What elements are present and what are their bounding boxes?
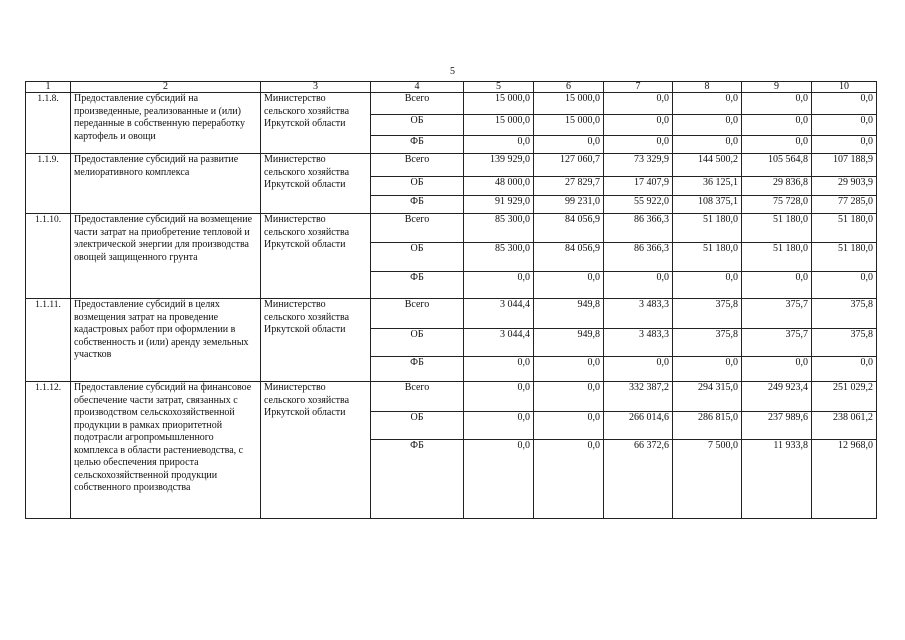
amount-cell: 27 829,7 — [534, 177, 604, 196]
amount-cell: 0,0 — [812, 115, 877, 136]
amount-cell: 3 483,3 — [604, 299, 673, 329]
amount-cell: 29 836,8 — [742, 177, 812, 196]
amount-cell: 0,0 — [534, 272, 604, 299]
amount-cell: 251 029,2 — [812, 382, 877, 412]
amount-cell: 0,0 — [464, 382, 534, 412]
table-row — [26, 154, 877, 177]
amount-cell: 286 815,0 — [673, 412, 742, 440]
funding-source: ОБ — [371, 177, 464, 196]
amount-cell: 0,0 — [604, 115, 673, 136]
amount-cell: 266 014,6 — [604, 412, 673, 440]
amount-cell: 0,0 — [673, 357, 742, 382]
amount-cell: 375,7 — [742, 329, 812, 357]
funding-source: Всего — [371, 299, 464, 329]
funding-source: ОБ — [371, 412, 464, 440]
amount-cell: 15 000,0 — [464, 93, 534, 115]
funding-source: Всего — [371, 214, 464, 243]
executor-name: Министерство сельского хозяйства Иркутской области — [261, 382, 371, 519]
amount-cell: 51 180,0 — [742, 243, 812, 272]
amount-cell: 0,0 — [742, 272, 812, 299]
amount-cell: 77 285,0 — [812, 196, 877, 214]
amount-cell: 0,0 — [534, 412, 604, 440]
measure-name: Предоставление субсидий на возмещение части затрат на приобретение тепловой и электрической энергии для производства овощей защищенного грунта — [71, 214, 261, 299]
table-row — [26, 299, 877, 329]
amount-cell: 73 329,9 — [604, 154, 673, 177]
row-code: 1.1.10. — [26, 214, 71, 299]
amount-cell: 375,8 — [812, 299, 877, 329]
column-number: 6 — [534, 82, 604, 93]
amount-cell: 375,7 — [742, 299, 812, 329]
amount-cell: 3 483,3 — [604, 329, 673, 357]
column-number: 2 — [71, 82, 261, 93]
table-row — [26, 214, 877, 243]
funding-source: ОБ — [371, 329, 464, 357]
column-number: 4 — [371, 82, 464, 93]
funding-source: Всего — [371, 93, 464, 115]
row-code: 1.1.8. — [26, 93, 71, 154]
amount-cell: 144 500,2 — [673, 154, 742, 177]
amount-cell: 105 564,8 — [742, 154, 812, 177]
column-number: 7 — [604, 82, 673, 93]
amount-cell: 36 125,1 — [673, 177, 742, 196]
amount-cell: 0,0 — [742, 136, 812, 154]
row-code: 1.1.12. — [26, 382, 71, 519]
funding-source: ФБ — [371, 196, 464, 214]
amount-cell: 55 922,0 — [604, 196, 673, 214]
amount-cell: 91 929,0 — [464, 196, 534, 214]
amount-cell: 375,8 — [673, 329, 742, 357]
amount-cell: 0,0 — [604, 136, 673, 154]
executor-name: Министерство сельского хозяйства Иркутской области — [261, 299, 371, 382]
funding-source: ФБ — [371, 272, 464, 299]
column-number: 1 — [26, 82, 71, 93]
table-row — [26, 382, 877, 412]
funding-source: ФБ — [371, 440, 464, 519]
amount-cell: 249 923,4 — [742, 382, 812, 412]
funding-source: Всего — [371, 154, 464, 177]
amount-cell: 75 728,0 — [742, 196, 812, 214]
measure-name: Предоставление субсидий на финансовое обеспечение части затрат, связанных с производством сельскохозяйственной продукции в рамках приоритетной подотрасли агропромышленного комплекса в области растениеводства, с целью обеспечения прироста сельскохозяйственной продукции собственного производства — [71, 382, 261, 519]
funding-source: ФБ — [371, 357, 464, 382]
amount-cell: 0,0 — [673, 115, 742, 136]
amount-cell: 375,8 — [673, 299, 742, 329]
amount-cell: 15 000,0 — [534, 115, 604, 136]
amount-cell: 17 407,9 — [604, 177, 673, 196]
amount-cell: 0,0 — [464, 272, 534, 299]
column-number: 10 — [812, 82, 877, 93]
amount-cell: 0,0 — [812, 357, 877, 382]
column-number: 3 — [261, 82, 371, 93]
amount-cell: 99 231,0 — [534, 196, 604, 214]
amount-cell: 0,0 — [604, 93, 673, 115]
funding-source: ФБ — [371, 136, 464, 154]
amount-cell: 86 366,3 — [604, 214, 673, 243]
amount-cell: 0,0 — [742, 115, 812, 136]
amount-cell: 108 375,1 — [673, 196, 742, 214]
amount-cell: 12 968,0 — [812, 440, 877, 519]
amount-cell: 332 387,2 — [604, 382, 673, 412]
amount-cell: 0,0 — [464, 412, 534, 440]
amount-cell: 15 000,0 — [464, 115, 534, 136]
amount-cell: 0,0 — [673, 136, 742, 154]
amount-cell: 51 180,0 — [673, 214, 742, 243]
amount-cell: 949,8 — [534, 299, 604, 329]
amount-cell: 51 180,0 — [812, 243, 877, 272]
amount-cell: 3 044,4 — [464, 299, 534, 329]
amount-cell: 0,0 — [534, 136, 604, 154]
amount-cell: 11 933,8 — [742, 440, 812, 519]
amount-cell: 85 300,0 — [464, 243, 534, 272]
funding-source: ОБ — [371, 243, 464, 272]
amount-cell: 66 372,6 — [604, 440, 673, 519]
row-code: 1.1.11. — [26, 299, 71, 382]
amount-cell: 86 366,3 — [604, 243, 673, 272]
executor-name: Министерство сельского хозяйства Иркутской области — [261, 214, 371, 299]
measure-name: Предоставление субсидий на произведенные, реализованные и (или) переданные в собственную переработку картофель и овощи — [71, 93, 261, 154]
amount-cell: 0,0 — [604, 357, 673, 382]
funding-source: Всего — [371, 382, 464, 412]
amount-cell: 127 060,7 — [534, 154, 604, 177]
amount-cell: 0,0 — [812, 93, 877, 115]
amount-cell: 139 929,0 — [464, 154, 534, 177]
funding-source: ОБ — [371, 115, 464, 136]
amount-cell: 0,0 — [464, 357, 534, 382]
amount-cell: 0,0 — [534, 382, 604, 412]
amount-cell: 0,0 — [673, 272, 742, 299]
table-row — [26, 93, 877, 115]
budget-table — [25, 81, 877, 519]
column-number-row — [26, 82, 877, 93]
amount-cell: 0,0 — [673, 93, 742, 115]
row-code: 1.1.9. — [26, 154, 71, 214]
amount-cell: 0,0 — [464, 136, 534, 154]
amount-cell: 0,0 — [812, 136, 877, 154]
amount-cell: 949,8 — [534, 329, 604, 357]
measure-name: Предоставление субсидий в целях возмещения затрат на проведение кадастровых работ при оформлении в собственность и (или) аренду земельных участков — [71, 299, 261, 382]
amount-cell: 0,0 — [464, 440, 534, 519]
amount-cell: 84 056,9 — [534, 214, 604, 243]
amount-cell: 15 000,0 — [534, 93, 604, 115]
amount-cell: 3 044,4 — [464, 329, 534, 357]
measure-name: Предоставление субсидий на развитие мелиоративного комплекса — [71, 154, 261, 214]
column-number: 5 — [464, 82, 534, 93]
amount-cell: 237 989,6 — [742, 412, 812, 440]
amount-cell: 7 500,0 — [673, 440, 742, 519]
amount-cell: 0,0 — [534, 440, 604, 519]
amount-cell: 375,8 — [812, 329, 877, 357]
amount-cell: 107 188,9 — [812, 154, 877, 177]
amount-cell: 51 180,0 — [673, 243, 742, 272]
column-number: 8 — [673, 82, 742, 93]
amount-cell: 0,0 — [742, 93, 812, 115]
amount-cell: 0,0 — [812, 272, 877, 299]
amount-cell: 29 903,9 — [812, 177, 877, 196]
page-number: 5 — [450, 66, 455, 77]
amount-cell: 0,0 — [604, 272, 673, 299]
amount-cell: 48 000,0 — [464, 177, 534, 196]
amount-cell: 0,0 — [742, 357, 812, 382]
amount-cell: 238 061,2 — [812, 412, 877, 440]
amount-cell: 0,0 — [534, 357, 604, 382]
executor-name: Министерство сельского хозяйства Иркутской области — [261, 93, 371, 154]
column-number: 9 — [742, 82, 812, 93]
amount-cell: 51 180,0 — [812, 214, 877, 243]
amount-cell: 84 056,9 — [534, 243, 604, 272]
executor-name: Министерство сельского хозяйства Иркутской области — [261, 154, 371, 214]
amount-cell: 85 300,0 — [464, 214, 534, 243]
amount-cell: 294 315,0 — [673, 382, 742, 412]
amount-cell: 51 180,0 — [742, 214, 812, 243]
